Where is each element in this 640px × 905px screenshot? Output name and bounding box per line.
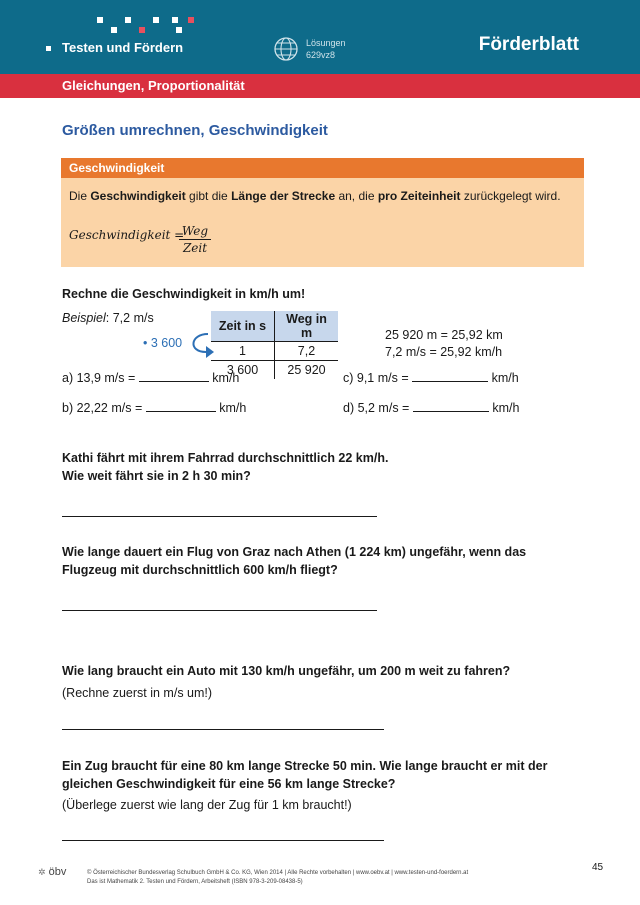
- task2-question-line1: Kathi fährt mit ihrem Fahrrad durchschnittlich 22 km/h.: [62, 451, 389, 465]
- def-text: gibt die: [185, 189, 232, 203]
- publisher-logo-text: öbv: [48, 866, 67, 878]
- answer-line-task2[interactable]: [62, 516, 377, 517]
- definition-text: [69, 188, 579, 204]
- def-text: Die: [69, 189, 91, 203]
- table-header: Weg in m: [275, 311, 339, 342]
- section-title: Größen umrechnen, Geschwindigkeit: [62, 122, 328, 139]
- example-value: : 7,2 m/s: [105, 311, 154, 325]
- def-bold: Geschwindigkeit: [90, 189, 186, 203]
- task3-question-line1: Wie lange dauert ein Flug von Graz nach Athen (1 224 km) ungefähr, wenn das: [62, 545, 527, 559]
- unit-label: km/h: [219, 401, 247, 415]
- def-bold: pro Zeiteinheit: [377, 189, 461, 203]
- curved-arrow-icon: [186, 330, 218, 360]
- solutions-label: Lösungen: [306, 38, 346, 48]
- brand-bullet: [46, 46, 51, 51]
- example-result-1: 25 920 m = 25,92 km: [385, 328, 503, 342]
- unit-label: km/h: [491, 371, 519, 385]
- def-text: an, die: [335, 189, 378, 203]
- exercise-c-prefix: c) 9,1 m/s =: [343, 371, 409, 385]
- chapter-subtitle: Gleichungen, Proportionalität: [62, 78, 245, 93]
- formula-left: Geschwindigkeit =: [69, 228, 185, 242]
- footer-line2: Das ist Mathematik 2. Testen und Fördern, Arbeitsheft (ISBN 978-3-209-08438-5): [87, 879, 303, 885]
- info-box-header: [61, 158, 584, 178]
- exercise-c: [343, 370, 519, 386]
- exercise-b-prefix: b) 22,22 m/s =: [62, 401, 143, 415]
- example-line: [62, 310, 154, 326]
- table-cell: 3 600: [211, 361, 275, 380]
- task3-question-line2: Flugzeug mit durchschnittlich 600 km/h fliegt?: [62, 563, 338, 577]
- task2-question-line2: Wie weit fährt sie in 2 h 30 min?: [62, 469, 251, 483]
- answer-line-task5[interactable]: [62, 840, 384, 841]
- unit-label: km/h: [492, 401, 520, 415]
- publisher-logo: ✲ öbv: [38, 866, 67, 878]
- task5-question-line2: gleichen Geschwindigkeit für eine 56 km lange Strecke?: [62, 777, 396, 791]
- table-cell: 25 920: [287, 363, 326, 377]
- page-number: 45: [592, 862, 604, 873]
- answer-blank-d[interactable]: [413, 401, 489, 412]
- answer-blank-c[interactable]: [412, 371, 488, 382]
- footer-copyright: [87, 869, 468, 887]
- multiplier-label: • 3 600: [143, 336, 183, 350]
- info-box-heading: Geschwindigkeit: [69, 161, 165, 175]
- task5-question-line1: Ein Zug braucht für eine 80 km lange Strecke 50 min. Wie lange braucht er mit der: [62, 759, 548, 773]
- exercise-d-prefix: d) 5,2 m/s =: [343, 401, 410, 415]
- formula-denominator: Zeit: [182, 241, 208, 255]
- solutions-code[interactable]: [306, 37, 346, 61]
- table-cell: 1: [211, 342, 275, 361]
- def-text: zurückgelegt wird.: [460, 189, 561, 203]
- table-header: Zeit in s: [211, 311, 275, 342]
- conversion-table: [211, 311, 338, 379]
- answer-line-task3[interactable]: [62, 610, 377, 611]
- formula-numerator: Weg: [181, 224, 209, 238]
- solutions-code-value: 629vz8: [306, 50, 336, 60]
- exercise-a: [62, 370, 239, 386]
- brand-name: Testen und Fördern: [62, 40, 184, 55]
- unit-label: km/h: [212, 371, 240, 385]
- info-box: [61, 158, 584, 267]
- exercise-a-prefix: a) 13,9 m/s =: [62, 371, 136, 385]
- answer-blank-b[interactable]: [146, 401, 216, 412]
- globe-icon[interactable]: [273, 36, 299, 62]
- task1-question: Rechne die Geschwindigkeit in km/h um!: [62, 287, 306, 301]
- example-result-2: 7,2 m/s = 25,92 km/h: [385, 345, 503, 359]
- header-band: [0, 0, 640, 74]
- answer-blank-a[interactable]: [139, 371, 209, 382]
- footer-line1: © Österreichischer Bundesverlag Schulbuch GmbH & Co. KG, Wien 2014 | Alle Rechte vorbehalten | www.oebv.at | www.testen-und-foerdern.at: [87, 870, 469, 876]
- answer-line-task4[interactable]: [62, 729, 384, 730]
- example-label: Beispiel: [62, 311, 106, 325]
- sheet-title: Förderblatt: [478, 34, 579, 55]
- table-cell: 7,2: [275, 342, 339, 361]
- def-bold: Länge der Strecke: [231, 189, 336, 203]
- task4-question: Wie lang braucht ein Auto mit 130 km/h ungefähr, um 200 m weit zu fahren?: [62, 664, 511, 678]
- formula-fraction: [179, 224, 211, 255]
- exercise-b: [62, 400, 246, 416]
- task4-hint: (Rechne zuerst in m/s um!): [62, 686, 213, 700]
- exercise-d: [343, 400, 519, 416]
- task5-hint: (Überlege zuerst wie lang der Zug für 1 km braucht!): [62, 798, 352, 812]
